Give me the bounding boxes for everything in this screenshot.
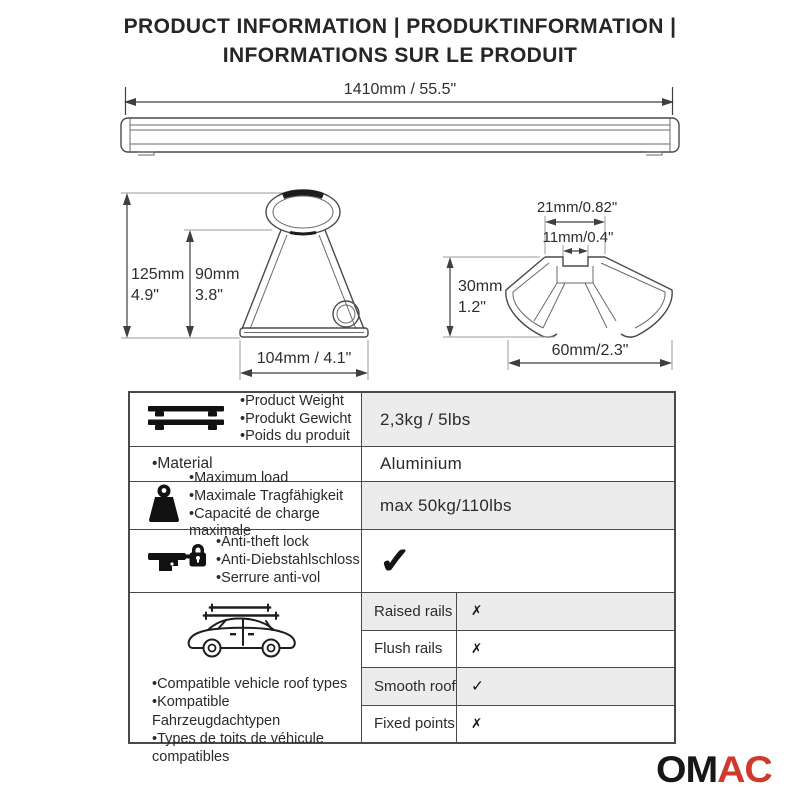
profile-height-in-label: 1.2" (458, 299, 486, 316)
foot-total-height-in-label: 4.9" (131, 287, 159, 304)
roof-types-sub-table (362, 593, 674, 742)
max-load-labels: •Maximum load •Maximale Tragfähigkeit •Capacité de charge maximale (189, 470, 344, 540)
anti-theft-check-mark: ✓ (379, 540, 412, 582)
profile-top-width-label: 21mm/0.82" (536, 199, 618, 216)
profile-bottom-width-label: 60mm/2.3" (551, 342, 629, 359)
table-row-anti-theft (130, 529, 674, 592)
material-label: •Material (130, 447, 362, 481)
roof-type-row-flush-rails: Flush rails ✗ (362, 630, 674, 668)
page-title-line2: INFORMATIONS SUR LE PRODUIT (222, 43, 578, 67)
bar-profile-drawing (506, 257, 672, 337)
fixed-points-mark: ✗ (471, 715, 483, 732)
spec-table (128, 391, 676, 766)
foot-inner-height-label: 90mm (195, 266, 240, 283)
foot-inner-height-in-label: 3.8" (195, 287, 223, 304)
table-row-weight (130, 393, 674, 446)
crossbar-drawing (121, 118, 679, 155)
mounting-foot-diagram (100, 180, 400, 385)
page-title (0, 13, 800, 71)
roof-types-labels: •Compatible vehicle roof types •Kompatible Fahrzeugdachtypen •Types de toits de véhicule compatibles (152, 676, 348, 766)
weight-icon (147, 484, 181, 528)
roof-type-row-raised-rails: Raised rails ✗ (362, 593, 674, 630)
crossbar-length-label: 1410mm / 55.5" (343, 81, 457, 98)
roof-type-row-smooth-roof: Smooth roof ✓ (362, 667, 674, 705)
page-title-line1: PRODUCT INFORMATION | PRODUKTINFORMATION | (123, 15, 677, 38)
profile-slot-width-label: 11mm/0.4" (542, 229, 614, 246)
weight-labels: •Product Weight •Produkt Gewicht •Poids du produit (240, 392, 352, 445)
omac-logo (656, 749, 772, 791)
profile-height-label: 30mm (458, 278, 503, 295)
bar-profile-diagram (420, 190, 710, 375)
car-roof-rack-icon (185, 603, 307, 669)
weight-value: 2,3kg / 5lbs (362, 393, 674, 446)
lock-icon (148, 540, 206, 582)
smooth-roof-mark: ✓ (471, 677, 484, 696)
roof-type-row-fixed-points: Fixed points ✗ (362, 705, 674, 743)
crossbars-icon (148, 405, 224, 435)
raised-rails-mark: ✗ (471, 603, 483, 620)
flush-rails-mark: ✗ (471, 640, 483, 657)
max-load-value: max 50kg/110lbs (362, 482, 674, 529)
foot-total-height-label: 125mm (131, 266, 185, 283)
omac-logo-red-part: AC (717, 749, 772, 790)
material-value: Aluminium (380, 454, 463, 473)
mounting-foot-drawing (240, 190, 368, 337)
foot-base-width-label: 104mm / 4.1" (256, 350, 352, 367)
table-row-max-load (130, 470, 674, 540)
omac-logo-black-part: OM (656, 749, 718, 790)
anti-theft-labels: •Anti-theft lock •Anti-Diebstahlschloss •Serrure anti-vol (216, 534, 360, 586)
crossbar-length-diagram (0, 74, 800, 166)
table-row-roof-types (130, 592, 674, 766)
